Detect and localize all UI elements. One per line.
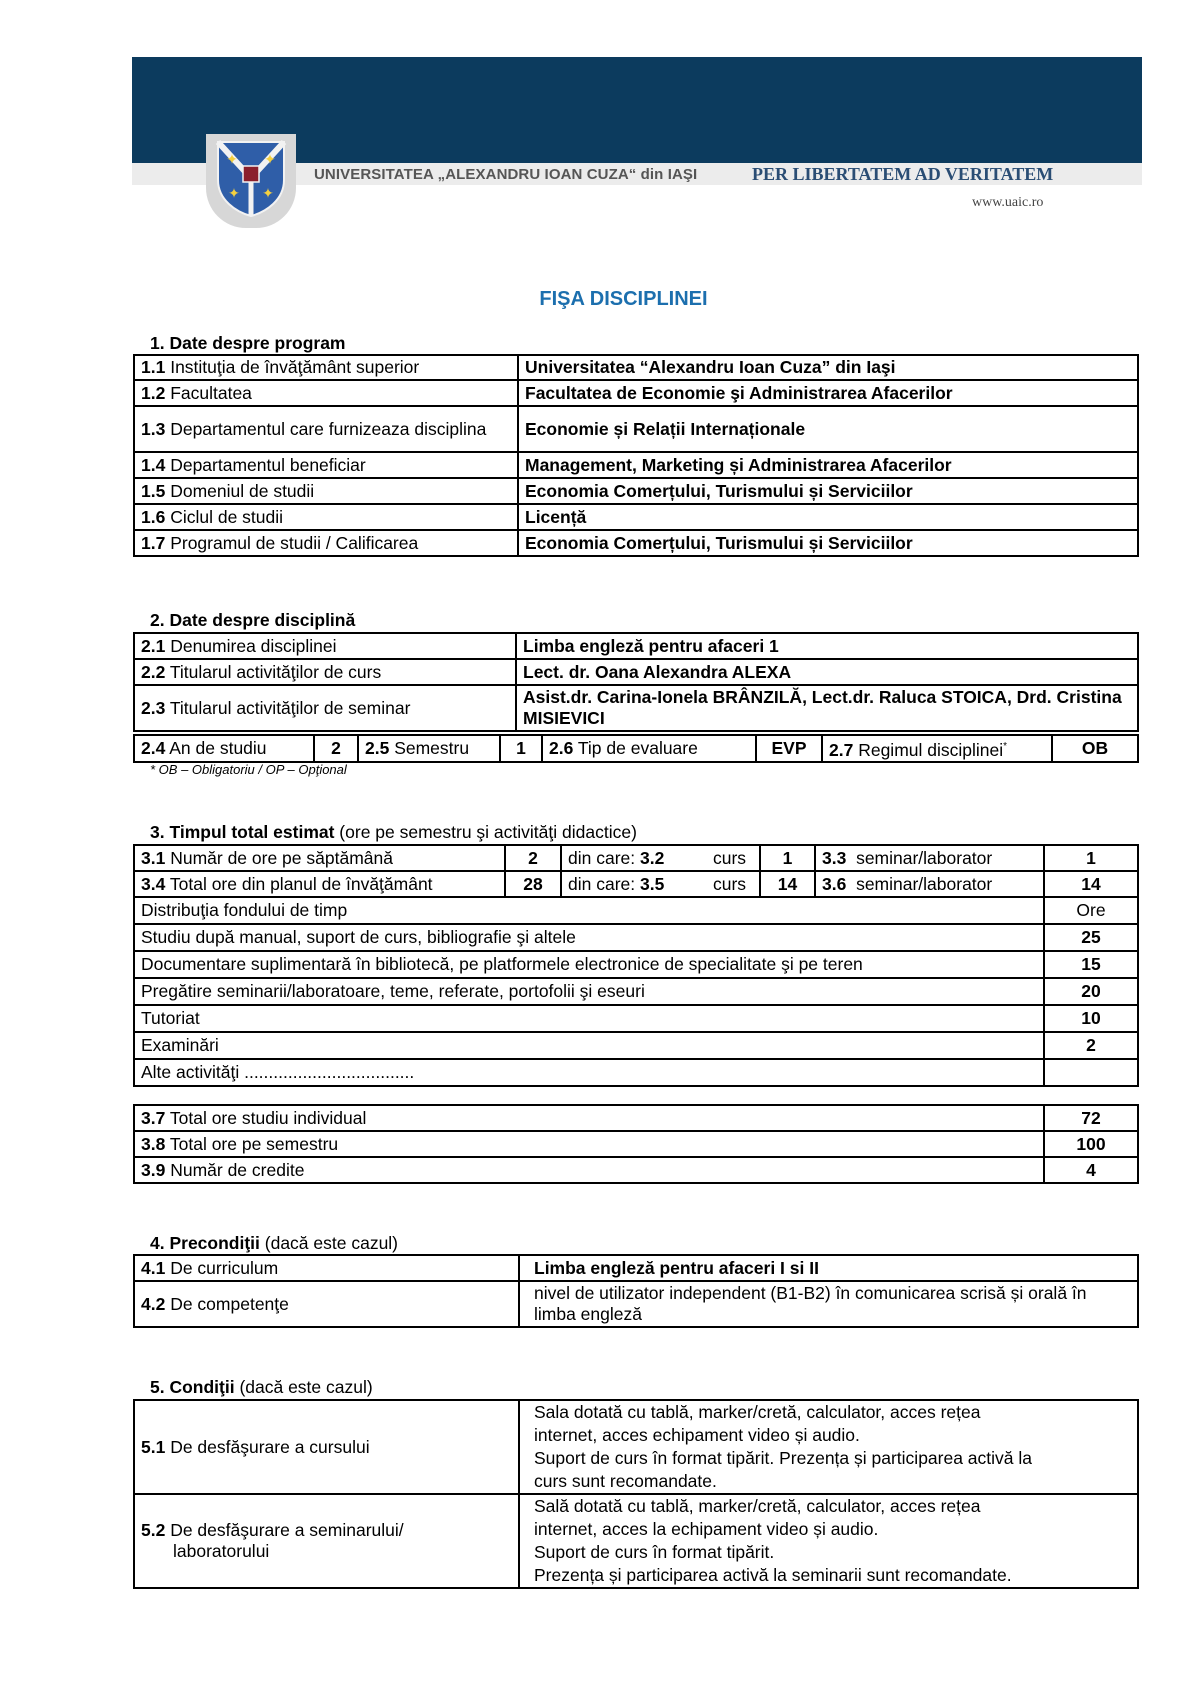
row-label: 4.2 De competenţe (134, 1281, 519, 1327)
section3-heading: 3. Timpul total estimat (ore pe semestru şi activităţi didactice) (150, 822, 637, 842)
activity-label: Documentare suplimentară în bibliotecă, pe platformele electronice de specialitate şi pe teren (134, 951, 1044, 978)
evaluation-value: EVP (756, 735, 822, 762)
row-label: 1.1 Instituţia de învăţământ superior (134, 355, 518, 380)
total-plan-hours-label: 3.4 Total ore din planul de învăţământ (134, 871, 505, 897)
evaluation-label: 2.6 Tip de evaluare (542, 735, 756, 762)
seminar-label: 3.6 seminar/laborator (815, 871, 1044, 897)
table-row (134, 1105, 1138, 1131)
regime-label: 2.7 Regimul disciplinei* (822, 735, 1052, 762)
table-row (134, 1131, 1138, 1157)
row-value: nivel de utilizator independent (B1-B2) în comunicarea scrisă și orală în limba engleză (519, 1281, 1138, 1327)
table-row (134, 452, 1138, 478)
total-label: 3.9 Număr de credite (134, 1157, 1044, 1183)
row-label: 2.3 Titularul activităţilor de seminar (134, 685, 516, 731)
table-row (134, 504, 1138, 530)
table-row (134, 951, 1138, 978)
activity-hours: 10 (1044, 1005, 1138, 1032)
activity-label: Pregătire seminarii/laboratoare, teme, referate, portofolii şi eseuri (134, 978, 1044, 1005)
row-value: Economie și Relații Internaționale (518, 406, 1138, 452)
total-label: 3.7 Total ore studiu individual (134, 1105, 1044, 1131)
table-row (134, 845, 1138, 871)
row-value: Economia Comerțului, Turismului și Serviciilor (518, 478, 1138, 504)
course-hours-value: 14 (760, 871, 815, 897)
svg-text:✦: ✦ (226, 152, 238, 168)
activity-hours: 15 (1044, 951, 1138, 978)
row-value: Limba engleză pentru afaceri 1 (516, 633, 1138, 659)
row-label: 2.2 Titularul activităţilor de curs (134, 659, 516, 685)
university-crest-icon (214, 138, 288, 218)
row-value: Universitatea “Alexandru Ioan Cuza” din Iaşi (518, 355, 1138, 380)
svg-text:✦: ✦ (228, 186, 240, 202)
distribution-label: Distribuţia fondului de timp (134, 897, 1044, 924)
table-row (134, 478, 1138, 504)
weekly-hours-label: 3.1 Număr de ore pe săptămână (134, 845, 505, 871)
table-row (134, 1281, 1138, 1327)
table-row (134, 633, 1138, 659)
section5-heading: 5. Condiţii (dacă este cazul) (150, 1377, 373, 1397)
time-table (133, 844, 1139, 1087)
activity-label: Examinări (134, 1032, 1044, 1059)
row-label: 1.6 Ciclul de studii (134, 504, 518, 530)
row-value: Licență (518, 504, 1138, 530)
table-row (134, 1005, 1138, 1032)
footnote: * OB – Obligatoriu / OP – Opţional (150, 762, 347, 777)
conditions-table (133, 1399, 1139, 1589)
semester-value: 1 (500, 735, 542, 762)
activity-hours: 20 (1044, 978, 1138, 1005)
table-row (134, 659, 1138, 685)
table-row (134, 897, 1138, 924)
discipline-details-table (133, 734, 1139, 763)
row-value: Management, Marketing și Administrarea Afacerilor (518, 452, 1138, 478)
table-row (134, 1032, 1138, 1059)
document-title: FIŞA DISCIPLINEI (539, 288, 708, 310)
table-row (134, 355, 1138, 380)
program-table (133, 354, 1139, 557)
svg-text:✦: ✦ (262, 186, 274, 202)
row-value: Facultatea de Economie şi Administrarea Afacerilor (518, 380, 1138, 406)
table-row (134, 871, 1138, 897)
section1-heading: 1. Date despre program (150, 333, 346, 353)
activity-label: Tutoriat (134, 1005, 1044, 1032)
discipline-table (133, 632, 1139, 732)
seminar-hours-value: 14 (1044, 871, 1138, 897)
total-plan-hours-value: 28 (505, 871, 561, 897)
total-label: 3.8 Total ore pe semestru (134, 1131, 1044, 1157)
row-value: Sala dotată cu tablă, marker/cretă, calculator, acces rețea internet, acces echipament video și audio. Suport de curs în format tipărit. Prezența și participarea activă la curs sunt recomandate. (519, 1400, 1138, 1494)
table-row (134, 1494, 1138, 1588)
table-row (134, 380, 1138, 406)
of-which-label: din care: 3.2 (561, 845, 707, 871)
table-row (134, 924, 1138, 951)
table-row (134, 1255, 1138, 1281)
course-hours-value: 1 (760, 845, 815, 871)
row-label: 5.2 De desfăşurare a seminarului/ laboratorului (134, 1494, 519, 1588)
row-label: 1.3 Departamentul care furnizeaza disciplina (134, 406, 518, 452)
activity-hours (1044, 1059, 1138, 1086)
university-motto: PER LIBERTATEM AD VERITATEM (752, 164, 1054, 184)
table-row (134, 735, 1138, 762)
row-label: 4.1 De curriculum (134, 1255, 519, 1281)
row-value: Lect. dr. Oana Alexandra ALEXA (516, 659, 1138, 685)
activity-label: Studiu după manual, suport de curs, bibliografie şi altele (134, 924, 1044, 951)
table-row (134, 685, 1138, 731)
row-label: 5.1 De desfăşurare a cursului (134, 1400, 519, 1494)
activity-hours: 2 (1044, 1032, 1138, 1059)
course-label: curs (707, 845, 760, 871)
svg-text:✦: ✦ (264, 152, 276, 168)
table-row (134, 406, 1138, 452)
table-row (134, 1400, 1138, 1494)
row-value: Limba engleză pentru afaceri I si II (519, 1255, 1138, 1281)
table-row (134, 1059, 1138, 1086)
row-value: Economia Comerțului, Turismului și Serviciilor (518, 530, 1138, 556)
university-website[interactable]: www.uaic.ro (972, 195, 1044, 210)
row-label: 2.1 Denumirea disciplinei (134, 633, 516, 659)
total-value: 4 (1044, 1157, 1138, 1183)
regime-value: OB (1052, 735, 1138, 762)
row-label: 1.7 Programul de studii / Calificarea (134, 530, 518, 556)
table-row (134, 530, 1138, 556)
row-label: 1.5 Domeniul de studii (134, 478, 518, 504)
table-row (134, 978, 1138, 1005)
section2-heading: 2. Date despre disciplină (150, 610, 356, 630)
activity-hours: 25 (1044, 924, 1138, 951)
seminar-label: 3.3 seminar/laborator (815, 845, 1044, 871)
semester-label: 2.5 Semestru (358, 735, 500, 762)
weekly-hours-value: 2 (505, 845, 561, 871)
seminar-hours-value: 1 (1044, 845, 1138, 871)
distribution-unit: Ore (1044, 897, 1138, 924)
activity-label: Alte activităţi ................................... (134, 1059, 1044, 1086)
university-name: UNIVERSITATEA „ALEXANDRU IOAN CUZA“ din IAŞI (314, 166, 698, 183)
year-value: 2 (314, 735, 358, 762)
preconditions-table (133, 1254, 1139, 1328)
totals-table (133, 1104, 1139, 1184)
table-row (134, 1157, 1138, 1183)
of-which-label: din care: 3.5 (561, 871, 707, 897)
row-value: Asist.dr. Carina-Ionela BRÂNZILĂ, Lect.dr. Raluca STOICA, Drd. Cristina MISIEVICI (516, 685, 1138, 731)
row-label: 1.2 Facultatea (134, 380, 518, 406)
total-value: 100 (1044, 1131, 1138, 1157)
course-label: curs (707, 871, 760, 897)
row-value: Sală dotată cu tablă, marker/cretă, calculator, acces rețea internet, acces la echipament video și audio. Suport de curs în format tipărit. Prezența și participarea activă la seminarii sunt recomandate. (519, 1494, 1138, 1588)
year-label: 2.4 An de studiu (134, 735, 314, 762)
section4-heading: 4. Precondiţii (dacă este cazul) (150, 1233, 399, 1253)
row-label: 1.4 Departamentul beneficiar (134, 452, 518, 478)
total-value: 72 (1044, 1105, 1138, 1131)
